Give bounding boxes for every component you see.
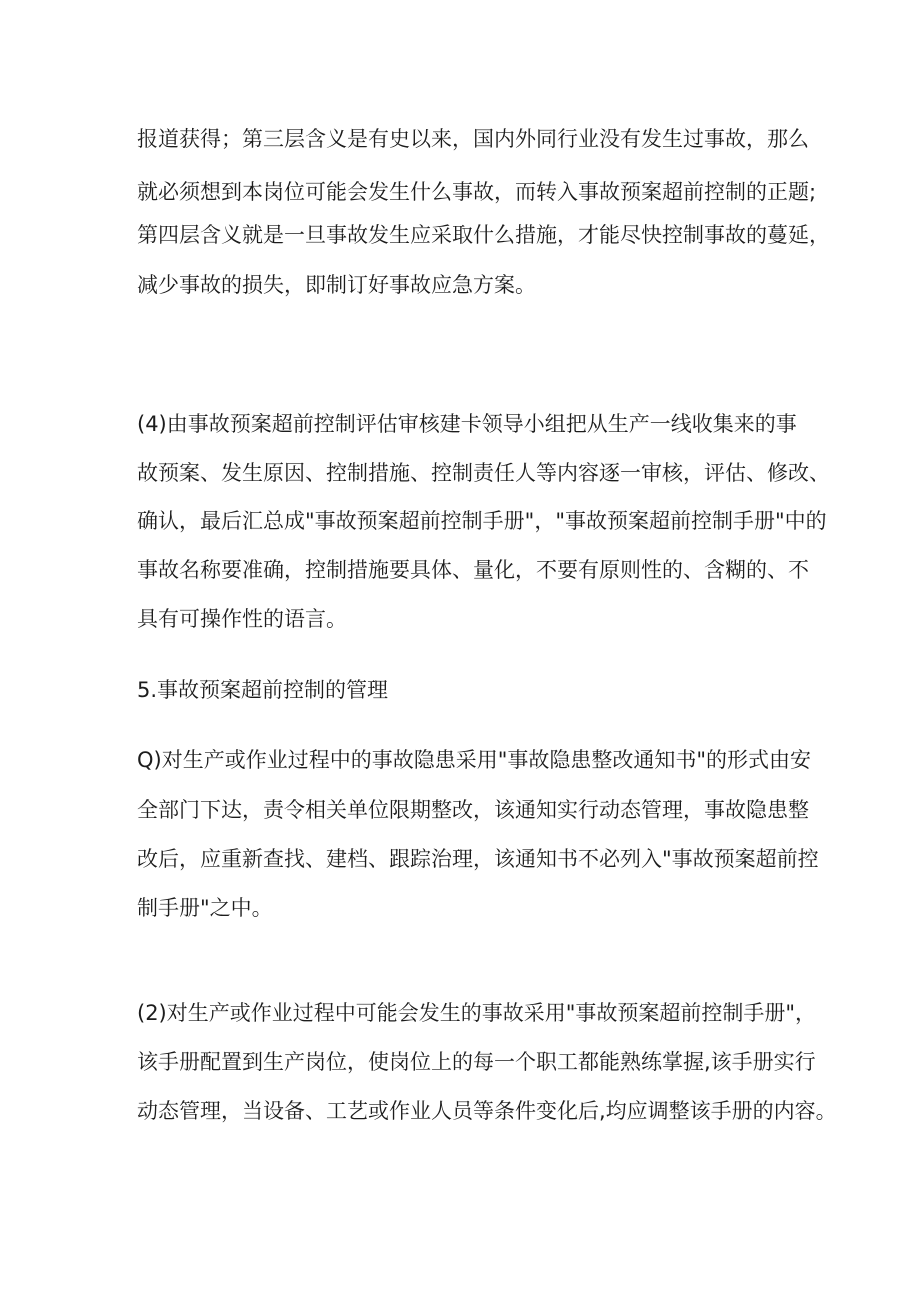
paragraph-2-line-1: (4)由事故预案超前控制评估审核建卡领导小组把从生产一线收集来的事 bbox=[137, 412, 797, 436]
paragraph-1-line-4: 减少事故的损失，即制订好事故应急方案。 bbox=[137, 273, 536, 297]
paragraph-3-line-3: 改后，应重新查找、建档、跟踪治理，该通知书不必列入"事故预案超前控 bbox=[137, 847, 819, 871]
paragraph-2-line-4: 事故名称要准确，控制措施要具体、量化，不要有原则性的、含糊的、不 bbox=[137, 558, 809, 582]
paragraph-2-line-5: 具有可操作性的语言。 bbox=[137, 607, 347, 631]
paragraph-2-line-2: 故预案、发生原因、控制措施、控制责任人等内容逐一审核，评估、修改、 bbox=[137, 461, 830, 485]
paragraph-1-line-2: 就必须想到本岗位可能会发生什么事故，而转入事故预案超前控制的正题; bbox=[137, 180, 817, 204]
paragraph-4-line-2: 该手册配置到生产岗位，使岗位上的每一个职工都能熟练掌握,该手册实行 bbox=[137, 1050, 816, 1074]
paragraph-3-line-4: 制手册"之中。 bbox=[137, 896, 273, 920]
paragraph-1-line-1: 报道获得；第三层含义是有史以来，国内外同行业没有发生过事故，那么 bbox=[137, 127, 809, 151]
paragraph-3-line-2: 全部门下达，责令相关单位限期整改，该通知实行动态管理，事故隐患整 bbox=[137, 798, 809, 822]
paragraph-4-line-3: 动态管理，当设备、工艺或作业人员等条件变化后,均应调整该手册的内容。 bbox=[137, 1099, 837, 1123]
paragraph-1-line-3: 第四层含义就是一旦事故发生应采取什么措施，才能尽快控制事故的蔓延， bbox=[137, 223, 830, 247]
paragraph-3-line-1: Q)对生产或作业过程中的事故隐患采用"事故隐患整改通知书"的形式由安 bbox=[137, 748, 812, 772]
paragraph-4-line-1: (2)对生产或作业过程中可能会发生的事故采用"事故预案超前控制手册"， bbox=[137, 1001, 817, 1025]
section-heading: 5.事故预案超前控制的管理 bbox=[137, 678, 389, 702]
paragraph-2-line-3: 确认，最后汇总成"事故预案超前控制手册"，"事故预案超前控制手册"中的 bbox=[137, 509, 827, 533]
